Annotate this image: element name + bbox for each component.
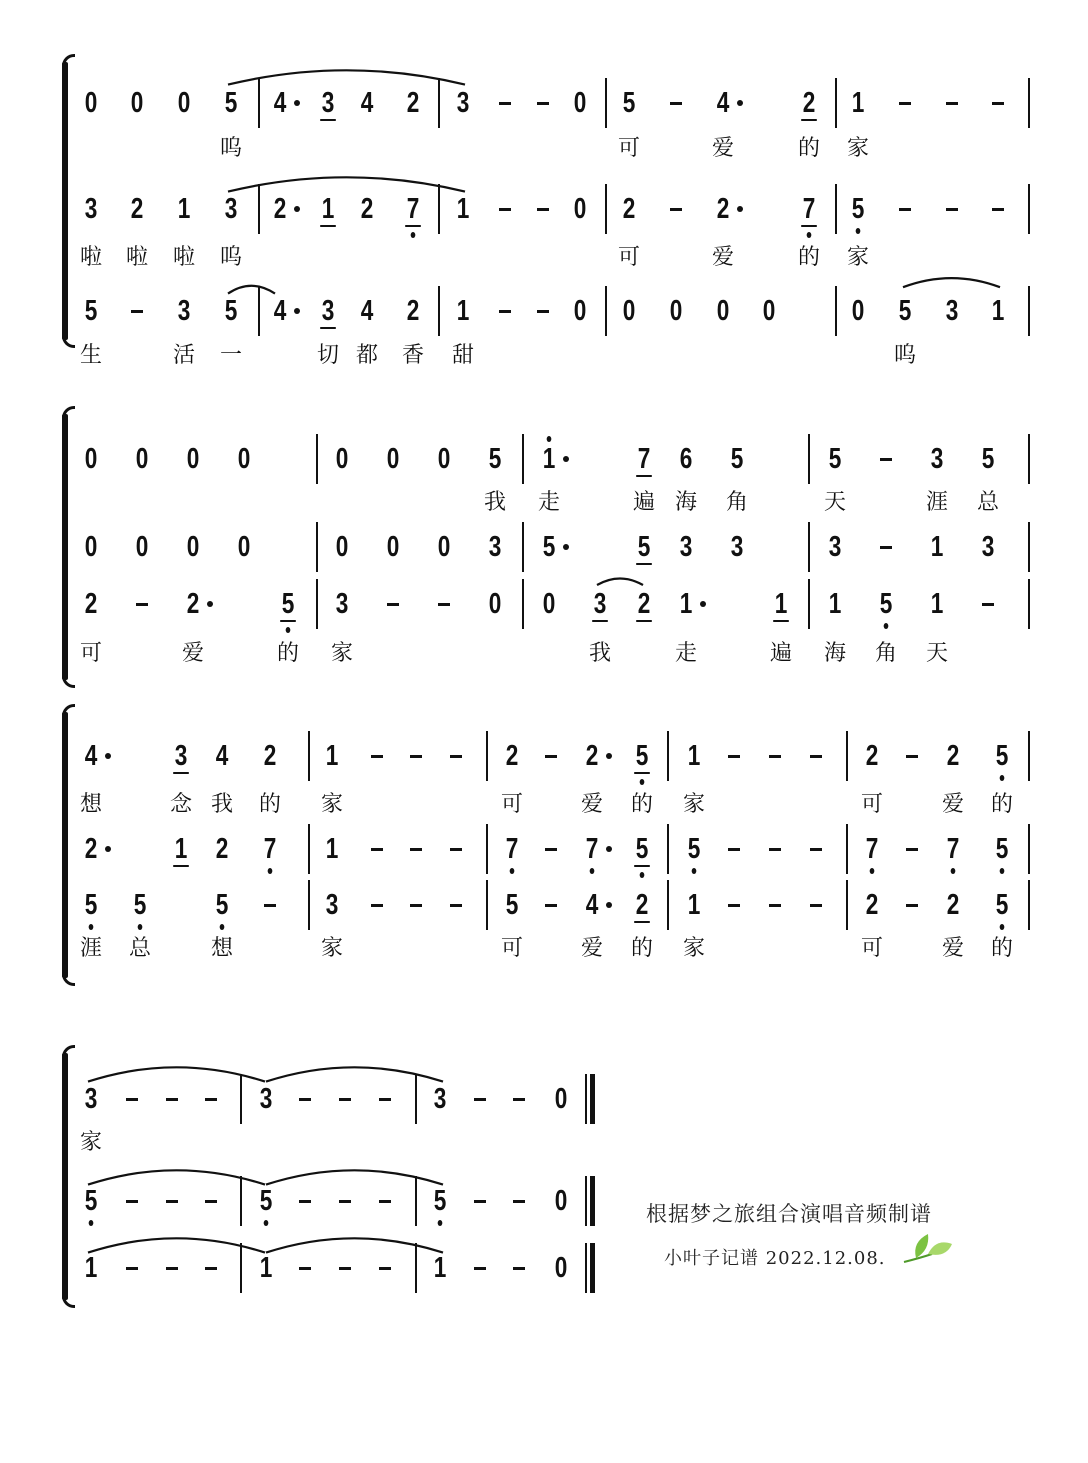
note: 1 (177, 193, 191, 225)
note: 3 (321, 295, 335, 327)
note: 5 (828, 443, 842, 475)
note: 1 (433, 1252, 447, 1284)
note: 2 (84, 588, 98, 620)
lyric-char: 爱 (580, 936, 603, 961)
lyric-char: 爱 (580, 792, 603, 817)
rest: 0 (573, 87, 587, 119)
note: 2 (635, 889, 649, 921)
note: 2 (406, 295, 420, 327)
rest: 0 (84, 531, 98, 563)
slur (266, 1238, 443, 1252)
rest: 0 (554, 1185, 568, 1217)
note: 3 (174, 740, 188, 772)
note: 1 (456, 295, 470, 327)
note: 3 (930, 443, 944, 475)
note: 7 (258, 832, 281, 866)
rest: 0 (130, 87, 144, 119)
rest: 0 (177, 87, 191, 119)
rest: 0 (669, 295, 683, 327)
note: 2 (802, 87, 816, 119)
rest: 0 (573, 193, 587, 225)
lyric-char: 可 (500, 936, 523, 961)
note: 5 (630, 739, 653, 773)
lyric-char: 想 (79, 792, 102, 817)
slur (88, 1238, 265, 1252)
rest: 0 (386, 531, 400, 563)
note: 1 (321, 193, 335, 225)
slur (266, 1067, 443, 1081)
note: 7 (500, 832, 523, 866)
note: 5 (276, 587, 299, 621)
slur (88, 1170, 265, 1184)
note: 2 (360, 193, 374, 225)
note: 2 (130, 193, 144, 225)
rest: 0 (335, 443, 349, 475)
note: 5 (898, 295, 912, 327)
note: 5 (224, 87, 238, 119)
lyric-char: 啦 (125, 245, 148, 270)
note: 3 (259, 1083, 273, 1115)
note: 5 (637, 531, 651, 563)
lyric-char: 涯 (79, 936, 102, 961)
rest: 0 (851, 295, 865, 327)
note: 1 (325, 833, 339, 865)
note: 5 (488, 443, 502, 475)
lyric-char: 的 (630, 792, 653, 817)
note: 5 (846, 192, 869, 226)
lyric-char: 天 (925, 641, 948, 666)
rest: 0 (554, 1252, 568, 1284)
rest: 0 (135, 443, 149, 475)
slur (228, 286, 275, 294)
note: 7 (797, 192, 820, 226)
note: 5 (128, 888, 151, 922)
note: 5 (630, 832, 653, 866)
lyric-char: 可 (860, 936, 883, 961)
rest: 0 (335, 531, 349, 563)
lyric-char: 的 (797, 136, 820, 161)
slur (228, 177, 465, 191)
lyric-char: 的 (276, 641, 299, 666)
note: 3 (730, 531, 744, 563)
lyric-char: 涯 (925, 490, 948, 515)
note: 5 (428, 1184, 451, 1218)
rest: 0 (186, 531, 200, 563)
note: 7 (860, 832, 883, 866)
rest: 0 (716, 295, 730, 327)
note: 1 (930, 588, 944, 620)
lyric-char: 家 (682, 792, 705, 817)
note: 5 (79, 1184, 102, 1218)
lyric-char: 爱 (181, 641, 204, 666)
note: 2 (505, 740, 519, 772)
note: 7 (637, 443, 651, 475)
note: 2 (865, 740, 879, 772)
note: 1 (774, 588, 788, 620)
note: 7 (941, 832, 964, 866)
lyric-char: 家 (846, 245, 869, 270)
note: 3 (593, 588, 607, 620)
note: 3 (84, 1083, 98, 1115)
note: 5 (990, 832, 1013, 866)
note: 2 (946, 740, 960, 772)
lyric-char: 我 (588, 641, 611, 666)
note: 1 (687, 740, 701, 772)
note: 4 (716, 87, 730, 119)
note: 1 (84, 1252, 98, 1284)
note: 2 (84, 833, 98, 865)
rest: 0 (135, 531, 149, 563)
rest: 0 (437, 443, 451, 475)
rest: 0 (622, 295, 636, 327)
lyric-char: 啦 (79, 245, 102, 270)
note: 3 (828, 531, 842, 563)
rest: 0 (573, 295, 587, 327)
lyric-char: 爱 (711, 136, 734, 161)
note: 4 (273, 87, 287, 119)
note: 3 (335, 588, 349, 620)
note: 3 (488, 531, 502, 563)
lyric-char: 可 (500, 792, 523, 817)
note: 4 (273, 295, 287, 327)
lyric-char: 角 (725, 490, 748, 515)
lyric-char: 呜 (219, 245, 242, 270)
note: 5 (79, 888, 102, 922)
note: 3 (679, 531, 693, 563)
lyric-char: 遍 (769, 641, 792, 666)
note: 5 (682, 832, 705, 866)
rest: 0 (237, 443, 251, 475)
note: 1 (456, 193, 470, 225)
slur (88, 1067, 265, 1081)
lyric-char: 的 (990, 936, 1013, 961)
lyric-char: 呜 (893, 343, 916, 368)
lyric-char: 想 (210, 936, 233, 961)
rest: 0 (84, 443, 98, 475)
slur (903, 278, 1000, 287)
lyric-char: 活 (172, 343, 195, 368)
note: 5 (730, 443, 744, 475)
lyric-char: 爱 (941, 936, 964, 961)
lyric-char: 可 (860, 792, 883, 817)
lyric-char: 走 (674, 641, 697, 666)
lyric-char: 总 (128, 936, 151, 961)
note: 4 (360, 295, 374, 327)
note: 4 (215, 740, 229, 772)
rest: 0 (542, 588, 556, 620)
lyric-char: 家 (330, 641, 353, 666)
note: 2 (637, 588, 651, 620)
slur (597, 579, 643, 586)
note: 7 (580, 832, 603, 866)
note: 5 (622, 87, 636, 119)
lyric-char: 家 (320, 936, 343, 961)
note: 1 (325, 740, 339, 772)
lyric-char: 总 (976, 490, 999, 515)
lyric-char: 爱 (941, 792, 964, 817)
lyric-char: 生 (79, 343, 102, 368)
lyric-char: 我 (210, 792, 233, 817)
note: 1 (259, 1252, 273, 1284)
lyric-char: 角 (874, 641, 897, 666)
note: 3 (325, 889, 339, 921)
note: 2 (716, 193, 730, 225)
note: 3 (981, 531, 995, 563)
note: 5 (84, 295, 98, 327)
note: 5 (874, 587, 897, 621)
slur (266, 1170, 443, 1184)
note: 2 (273, 193, 287, 225)
lyric-char: 海 (823, 641, 846, 666)
lyric-char: 可 (617, 245, 640, 270)
lyric-char: 的 (630, 936, 653, 961)
note: 3 (433, 1083, 447, 1115)
rest: 0 (237, 531, 251, 563)
note: 5 (542, 531, 556, 563)
note: 2 (622, 193, 636, 225)
lyric-char: 可 (79, 641, 102, 666)
note: 5 (981, 443, 995, 475)
lyric-char: 家 (79, 1130, 102, 1155)
note: 1 (679, 588, 693, 620)
note: 2 (946, 889, 960, 921)
rest: 0 (488, 588, 502, 620)
note: 5 (990, 888, 1013, 922)
note: 2 (865, 889, 879, 921)
lyric-char: 家 (682, 936, 705, 961)
note: 5 (210, 888, 233, 922)
note: 3 (456, 87, 470, 119)
note: 3 (84, 193, 98, 225)
lyric-char: 我 (483, 490, 506, 515)
note: 2 (215, 833, 229, 865)
note: 1 (687, 889, 701, 921)
lyric-char: 走 (537, 490, 560, 515)
source-credit: 根据梦之旅组合演唱音频制谱 (646, 1202, 932, 1226)
green-leaf-icon (902, 1232, 954, 1266)
note: 5 (990, 739, 1013, 773)
lyric-char: 家 (320, 792, 343, 817)
note: 5 (505, 889, 519, 921)
note: 3 (177, 295, 191, 327)
note: 4 (585, 889, 599, 921)
note: 1 (828, 588, 842, 620)
note: 2 (263, 740, 277, 772)
lyric-char: 的 (990, 792, 1013, 817)
rest: 0 (84, 87, 98, 119)
note: 1 (851, 87, 865, 119)
lyric-char: 念 (169, 792, 192, 817)
transcriber-credit: 小叶子记谱 2022.12.08. (664, 1248, 886, 1269)
lyric-char: 海 (674, 490, 697, 515)
note: 4 (360, 87, 374, 119)
lyric-char: 甜 (451, 343, 474, 368)
note: 1 (930, 531, 944, 563)
note: 7 (401, 192, 424, 226)
lyric-char: 都 (355, 343, 378, 368)
lyric-char: 可 (617, 136, 640, 161)
lyric-char: 遍 (632, 490, 655, 515)
note: 2 (186, 588, 200, 620)
note: 3 (321, 87, 335, 119)
lyric-char: 呜 (219, 136, 242, 161)
note: 3 (945, 295, 959, 327)
lyric-char: 啦 (172, 245, 195, 270)
rest: 0 (554, 1083, 568, 1115)
note: 2 (585, 740, 599, 772)
note: 5 (254, 1184, 277, 1218)
note: 2 (406, 87, 420, 119)
note: 3 (224, 193, 238, 225)
note: 6 (679, 443, 693, 475)
note: 1 (174, 833, 188, 865)
lyric-char: 家 (846, 136, 869, 161)
rest: 0 (762, 295, 776, 327)
note: 1 (537, 442, 560, 476)
lyric-char: 的 (258, 792, 281, 817)
rest: 0 (437, 531, 451, 563)
rest: 0 (386, 443, 400, 475)
lyric-char: 切 (316, 343, 339, 368)
lyric-char: 一 (219, 343, 242, 368)
rest: 0 (186, 443, 200, 475)
note: 4 (84, 740, 98, 772)
lyric-char: 的 (797, 245, 820, 270)
note: 1 (991, 295, 1005, 327)
lyric-char: 爱 (711, 245, 734, 270)
note: 5 (224, 295, 238, 327)
lyric-char: 天 (823, 490, 846, 515)
slur (228, 70, 465, 84)
lyric-char: 香 (401, 343, 424, 368)
